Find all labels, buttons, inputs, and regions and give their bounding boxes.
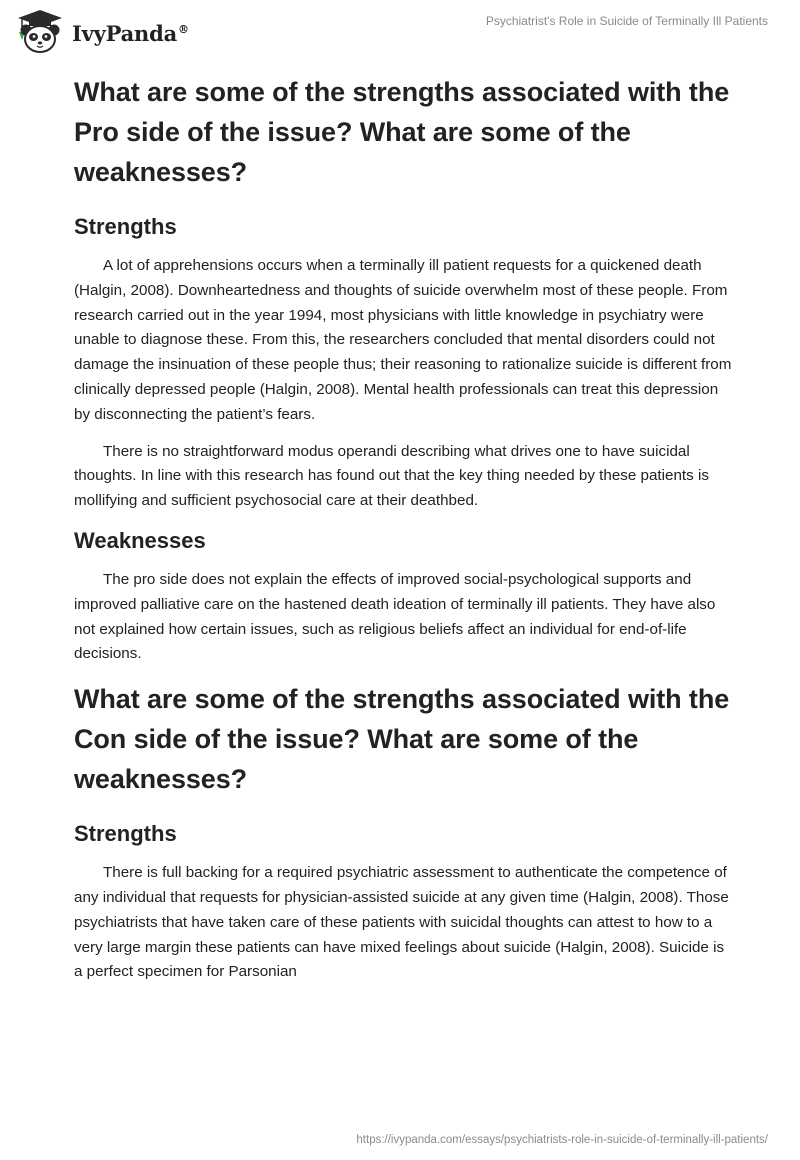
section-heading-con: What are some of the strengths associated with the Con side of the issue? What are some of the weaknesses? bbox=[74, 684, 730, 795]
source-url[interactable]: https://ivypanda.com/essays/psychiatrists-role-in-suicide-of-terminally-ill-patients/ bbox=[356, 1134, 768, 1146]
subheading-strengths: Strengths bbox=[74, 821, 177, 847]
brand-logo[interactable] bbox=[14, 8, 189, 54]
panda-mascot-icon bbox=[14, 8, 66, 54]
section-heading-pro: What are some of the strengths associated with the Pro side of the issue? What are some of the weaknesses? bbox=[74, 77, 730, 187]
page-header bbox=[0, 0, 800, 60]
document-title: Psychiatrist's Role in Suicide of Terminally Ill Patients bbox=[485, 14, 768, 28]
subheading-strengths: Strengths bbox=[74, 214, 177, 239]
paragraph: A lot of apprehensions occurs when a terminally ill patient requests for a quickened death (Halgin, 2008). Downheartedness and thoughts of suicide overwhelm most of these people. From research carried out in the year 1994, most physicians with little knowledge in psychiatry were unable to diagnose these. From this, the researchers concluded that mental disorders could not damage the insinuation of these people thus; their reasoning to rationalize suicide is different from clinically depressed people (Halgin, 2008). Mental health professionals can treat this depression by disconnecting the patient’s fears. bbox=[74, 257, 732, 423]
paragraph: The pro side does not explain the effects of improved social-psychological supports and improved palliative care on the hastened death ideation of terminally ill patients. They have also not explained how certain issues, such as religious beliefs affect an individual for end-of-life decisions. bbox=[74, 570, 716, 663]
subheading-weaknesses: Weaknesses bbox=[74, 527, 206, 553]
paragraph: There is full backing for a required psychiatric assessment to authenticate the competence of any individual that requests for physician-assisted suicide at any given time (Halgin, 2008). Those psychiatrists that have taken care of these patients with suicidal thoughts can attest to how to a very large margin these patients can have mixed feelings about suicide (Halgin, 2008). Suicide is a perfect specimen for Parsonian bbox=[74, 864, 729, 981]
paragraph: There is no straightforward modus operandi describing what drives one to have suicidal thoughts. In line with this research has found out that the key thing needed by these patients is mollifying and sufficient psychosocial care at their deathbed. bbox=[74, 442, 709, 510]
article-body bbox=[74, 72, 734, 997]
brand-name: IvyPanda® bbox=[72, 20, 189, 46]
